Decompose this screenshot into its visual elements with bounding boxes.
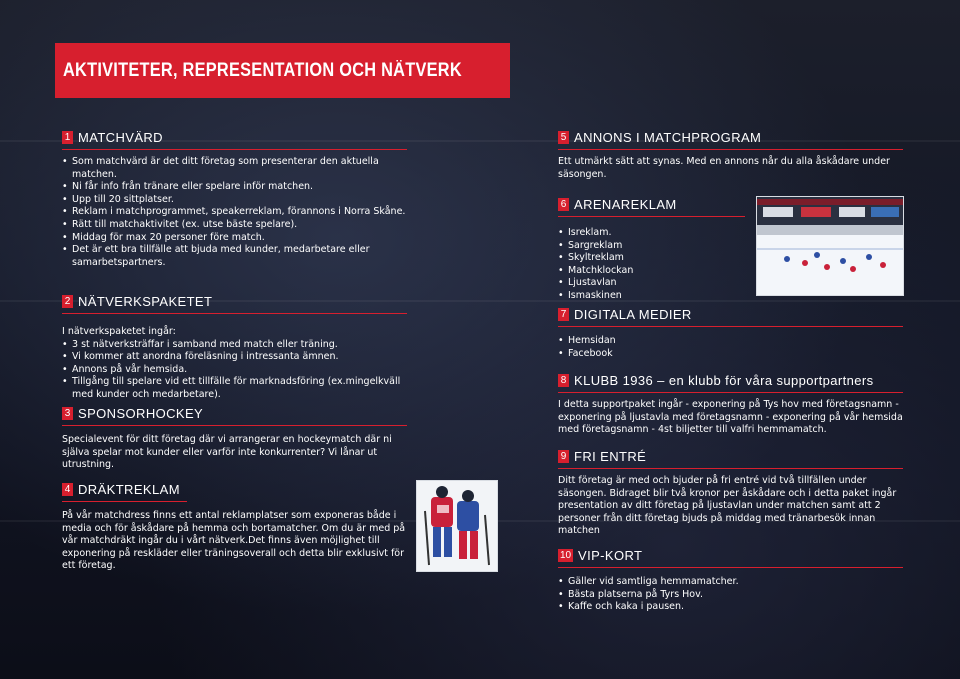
arena-photo <box>756 196 904 296</box>
bullet-list <box>558 227 745 303</box>
section-fri-entre <box>558 446 903 538</box>
list-item: • Sargreklam <box>558 240 745 253</box>
list-item: • Matchklockan <box>558 265 745 278</box>
section-number: 9 <box>558 450 569 463</box>
section-title: DRÄKTREKLAM <box>78 481 180 497</box>
section-heading <box>558 304 903 327</box>
section-heading <box>558 446 903 469</box>
section-title: SPONSORHOCKEY <box>78 405 204 421</box>
list-item: • Skyltreklam <box>558 252 745 265</box>
section-number: 2 <box>62 295 73 308</box>
bullet-list <box>62 156 407 269</box>
list-item: • Isreklam. <box>558 227 745 240</box>
section-number: 6 <box>558 198 569 211</box>
section-draktreklam <box>62 479 407 573</box>
body-text: I detta supportpaket ingår - exponering på Tys hov med företagsnamn - exponering på ljustavla med företagsnamn - exponering på vår hemsida med företagsnamn - 4st biljetter till valfri hemmamatch. <box>558 399 903 436</box>
intro-text: I nätverkspaketet ingår: <box>62 326 176 337</box>
list-item: • Kaffe och kaka i pausen. <box>558 601 903 614</box>
section-heading <box>62 127 407 150</box>
section-vip-kort <box>558 545 903 614</box>
section-digitala-medier <box>558 304 903 360</box>
section-klubb-1936 <box>558 370 903 437</box>
list-item: • Rätt till matchaktivitet (ex. utse bäste spelare). <box>62 219 407 232</box>
list-item: • 3 st nätverksträffar i samband med match eller träning. <box>62 339 407 352</box>
section-title: FRI ENTRÉ <box>574 448 647 464</box>
section-natverkspaketet <box>62 291 407 402</box>
section-heading <box>558 194 745 217</box>
list-item: • Som matchvärd är det ditt företag som presenterar den aktuella matchen. <box>62 156 407 181</box>
section-number: 3 <box>62 407 73 420</box>
section-number: 8 <box>558 374 569 387</box>
list-item: • Ni får info från tränare eller spelare inför matchen. <box>62 181 407 194</box>
section-title: DIGITALA MEDIER <box>574 306 692 322</box>
list-item: • Facebook <box>558 348 903 361</box>
hockey-players-illustration <box>417 481 497 571</box>
section-title: VIP-KORT <box>578 547 643 563</box>
title-banner <box>55 43 510 98</box>
section-sponsorhockey <box>62 403 407 472</box>
list-item: • Upp till 20 sittplatser. <box>62 194 407 207</box>
section-heading <box>558 545 903 568</box>
section-heading <box>558 370 903 393</box>
bullet-list <box>558 335 903 360</box>
hockey-players-photo <box>416 480 498 572</box>
section-number: 7 <box>558 308 569 321</box>
list-item: • Reklam i matchprogrammet, speakerreklam, förannons i Norra Skåne. <box>62 206 407 219</box>
body-text: Ditt företag är med och bjuder på fri entré vid två tillfällen under säsongen. Bidraget blir två kronor per åskådare och i detta paket ingår presentation av ditt företag på ljustavlan under matchen samt att 2 personer från ditt företag bjuds på middag med tränarbesök innan matchen <box>558 475 897 537</box>
section-title: ARENAREKLAM <box>574 196 677 212</box>
list-item: • Det är ett bra tillfälle att bjuda med kunder, medarbetare eller samarbetspartners. <box>62 244 407 269</box>
section-title: ANNONS I MATCHPROGRAM <box>574 129 762 145</box>
list-item: • Vi kommer att anordna föreläsning i intressanta ämnen. <box>62 351 407 364</box>
section-matchvard <box>62 127 407 269</box>
bullet-list <box>558 576 903 614</box>
list-item: • Ljustavlan <box>558 277 745 290</box>
section-number: 10 <box>559 549 572 561</box>
arena-illustration <box>757 197 903 295</box>
list-item: • Bästa platserna på Tyrs Hov. <box>558 589 903 602</box>
section-number: 4 <box>62 483 73 496</box>
body-text: Ett utmärkt sätt att synas. Med en annons når du alla åskådare under säsongen. <box>558 156 890 180</box>
list-item: • Hemsidan <box>558 335 903 348</box>
section-number: 5 <box>558 131 569 144</box>
bullet-list <box>62 339 407 402</box>
section-arenareklam <box>558 194 745 303</box>
body-text: På vår matchdress finns ett antal reklamplatser som exponeras både i media och för åskådare på hemma och bortamatcher. Om du är med på vår matchdräkt ingår du i vårt nätverk.Det finns även möjlighet till exponering på reskläder eller träningsoverall och detta blir exklusivt för ett företag. <box>62 510 406 572</box>
list-item: • Tillgång till spelare vid ett tillfälle för marknadsföring (ex.mingelkväll med kunder och medarbetare). <box>62 376 407 401</box>
list-item: • Ismaskinen <box>558 290 745 303</box>
section-heading <box>62 291 407 314</box>
section-heading <box>62 479 187 502</box>
list-item: • Annons på vår hemsida. <box>62 364 407 377</box>
list-item: • Gäller vid samtliga hemmamatcher. <box>558 576 903 589</box>
section-heading <box>62 403 407 426</box>
page-title: AKTIVITETER, REPRESENTATION OCH NÄTVERK <box>63 59 462 81</box>
section-heading <box>558 127 903 150</box>
section-number: 1 <box>62 131 73 144</box>
section-title: NÄTVERKSPAKETET <box>78 293 213 309</box>
section-title: KLUBB 1936 – en klubb för våra supportpartners <box>574 372 874 388</box>
body-text: Specialevent för ditt företag där vi arrangerar en hockeymatch där ni själva spelar mot kunder eller varför inte konkurrenter? Vi lånar ut utrustning. <box>62 434 392 471</box>
section-annons-matchprogram <box>558 127 903 181</box>
list-item: • Middag för max 20 personer före match. <box>62 232 407 245</box>
section-title: MATCHVÄRD <box>78 129 163 145</box>
